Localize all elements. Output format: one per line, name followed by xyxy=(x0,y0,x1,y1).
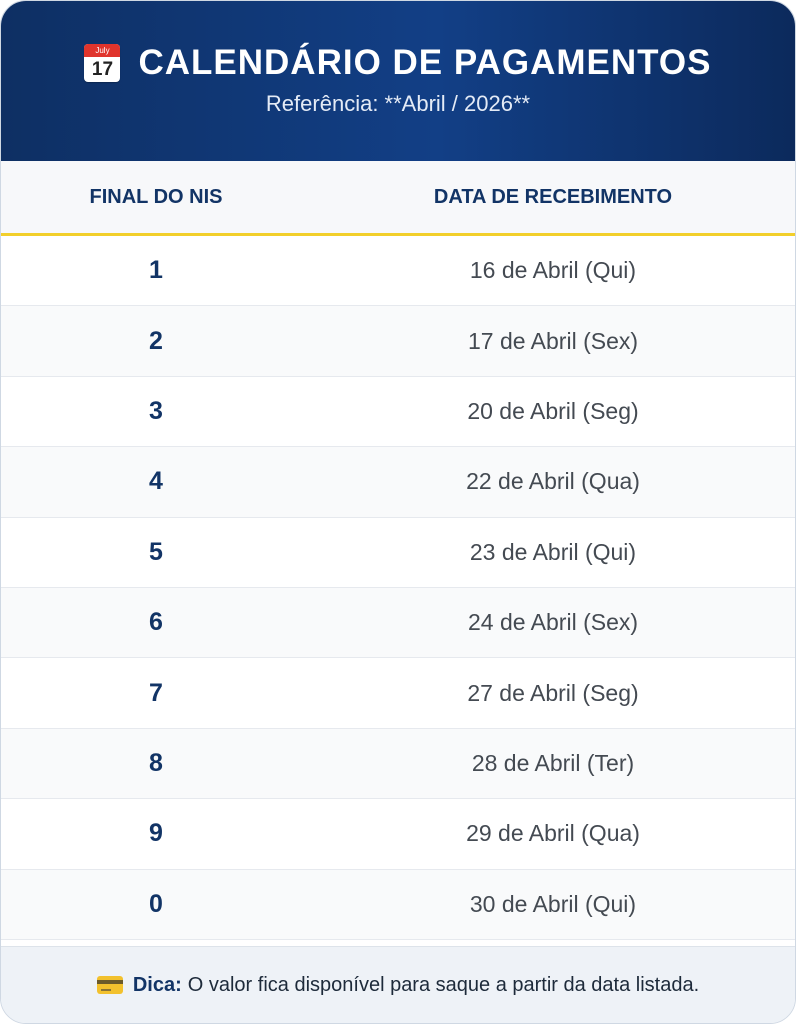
table-body xyxy=(1,236,795,940)
nis-cell: 0 xyxy=(149,889,163,918)
table-row xyxy=(1,377,795,447)
tip-label: Dica: xyxy=(132,973,182,996)
table-header xyxy=(1,161,795,236)
nis-cell: 1 xyxy=(149,256,163,285)
date-cell: 23 de Abril (Qui) xyxy=(469,538,637,565)
date-cell: 17 de Abril (Sex) xyxy=(467,327,639,354)
header xyxy=(1,1,795,161)
date-cell: 20 de Abril (Seg) xyxy=(467,397,639,424)
credit-card-icon xyxy=(97,976,123,994)
tip-footer xyxy=(1,946,795,1023)
nis-cell: 7 xyxy=(149,678,163,707)
column-header-nis: FINAL DO NIS xyxy=(89,185,223,208)
nis-cell: 2 xyxy=(149,326,163,355)
nis-cell: 9 xyxy=(149,819,163,848)
nis-cell: 6 xyxy=(149,608,163,637)
nis-cell: 8 xyxy=(149,748,163,777)
date-cell: 29 de Abril (Qua) xyxy=(466,820,640,847)
table-row xyxy=(1,799,795,869)
calendar-icon xyxy=(84,44,120,82)
table-row xyxy=(1,588,795,658)
table-row xyxy=(1,870,795,940)
column-header-date: DATA DE RECEBIMENTO xyxy=(433,185,673,208)
tip-text: O valor fica disponível para saque a partir da data listada. xyxy=(187,973,700,996)
nis-cell: 3 xyxy=(149,396,163,425)
calendar-icon-day: 17 xyxy=(91,59,114,80)
table-row xyxy=(1,729,795,799)
calendar-icon-month: July xyxy=(84,44,120,57)
title-row xyxy=(1,39,795,87)
date-cell: 22 de Abril (Qua) xyxy=(466,468,640,495)
nis-cell: 4 xyxy=(149,467,163,496)
date-cell: 24 de Abril (Sex) xyxy=(467,609,639,636)
nis-cell: 5 xyxy=(149,537,163,566)
table-row xyxy=(1,447,795,517)
date-cell: 16 de Abril (Qui) xyxy=(469,257,637,284)
table-row xyxy=(1,658,795,728)
date-cell: 28 de Abril (Ter) xyxy=(471,749,635,776)
date-cell: 30 de Abril (Qui) xyxy=(469,890,637,917)
table-row xyxy=(1,236,795,306)
page-title: CALENDÁRIO DE PAGAMENTOS xyxy=(138,43,712,82)
date-cell: 27 de Abril (Seg) xyxy=(467,679,639,706)
table-row xyxy=(1,306,795,376)
table-row xyxy=(1,518,795,588)
page-subtitle: Referência: **Abril / 2026** xyxy=(265,91,531,116)
